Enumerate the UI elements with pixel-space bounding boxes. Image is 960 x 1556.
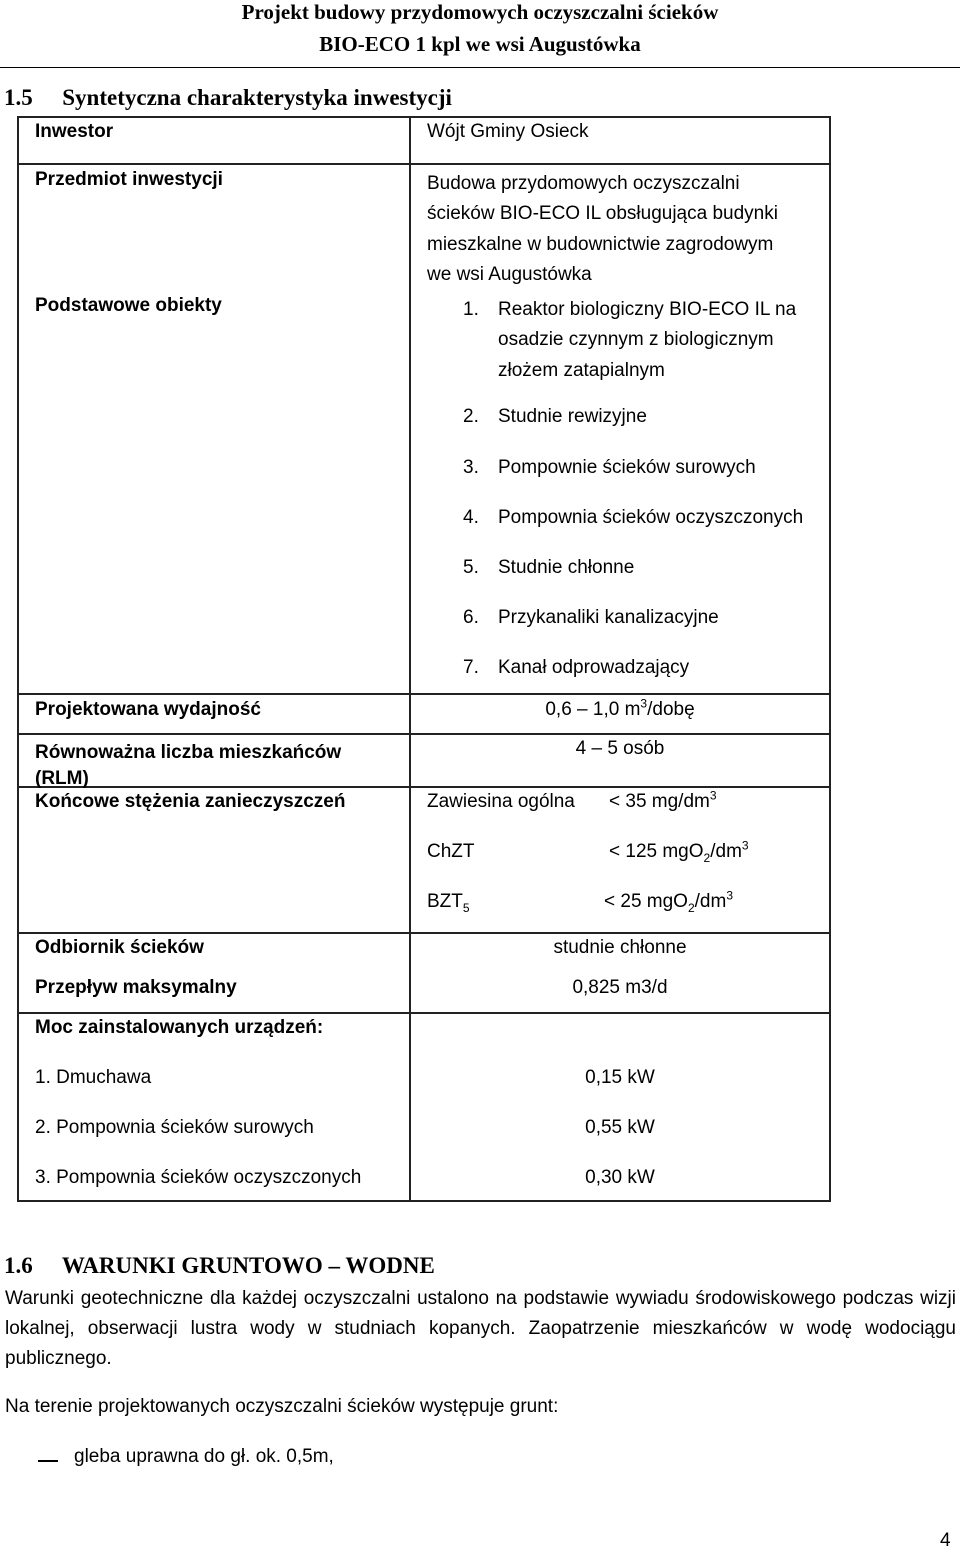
- objects-item-line: Przykanaliki kanalizacyjne: [498, 607, 719, 628]
- concentration-param: Zawiesina ogólna: [427, 791, 575, 812]
- header-line-2: BIO-ECO 1 kpl we wsi Augustówka: [319, 32, 641, 56]
- concentration-value-main: < 25 mgO: [604, 891, 688, 912]
- concentration-value-main: < 125 mgO: [609, 841, 704, 862]
- page-number: 4: [940, 1530, 951, 1551]
- objects-item-line: Pompownia ścieków oczyszczonych: [498, 507, 804, 528]
- capacity-value: [411, 696, 829, 721]
- objects-list-item: [463, 657, 689, 679]
- objects-item-number: 5.: [463, 557, 479, 578]
- concentration-value: [609, 788, 717, 813]
- power-item-name: 3. Pompownia ścieków oczyszczonych: [35, 1167, 362, 1188]
- receiver-label: Odbiornik ścieków: [35, 937, 204, 958]
- section-1-5-number: 1.5: [4, 85, 33, 110]
- row-divider: [17, 163, 831, 165]
- section-1-6-paragraph-1: Warunki geotechniczne dla każdej oczyszczalni ustalono na podstawie wywiadu środowiskowego podczas wizji lokalnej, obserwacji lustra wody w studniach kopanych. Zaopatrzenie mieszkańców w wodę wodociągu publicznego.: [5, 1288, 956, 1369]
- objects-list-item: [463, 557, 634, 579]
- objects-item-line: Studnie rewizyjne: [498, 406, 647, 427]
- objects-item-number: 4.: [463, 507, 479, 528]
- subject-value: [427, 169, 813, 290]
- capacity-value-sup: 3: [640, 696, 648, 711]
- concentration-param: [427, 891, 470, 913]
- objects-item-line: Kanał odprowadzający: [498, 657, 690, 678]
- row-divider: [17, 1012, 831, 1014]
- objects-list-item: [463, 507, 803, 529]
- characteristics-table: [17, 116, 831, 1202]
- concentration-param: ChZT: [427, 841, 475, 862]
- table-border-left: [17, 116, 19, 1202]
- max-flow-value: 0,825 m3/d: [572, 977, 668, 998]
- section-1-6-heading: [4, 1253, 435, 1279]
- investor-value: Wójt Gminy Osieck: [427, 121, 589, 142]
- rlm-label: [35, 738, 393, 794]
- rlm-label-line: (RLM): [35, 768, 89, 789]
- objects-label: Podstawowe obiekty: [35, 295, 222, 316]
- objects-item-number: 6.: [463, 607, 479, 628]
- section-1-5-title: Syntetyczna charakterystyka inwestycji: [62, 85, 452, 110]
- dash-bullet-icon: [38, 1460, 58, 1462]
- table-border-top: [17, 116, 831, 118]
- max-flow-label: Przepływ maksymalny: [35, 977, 237, 998]
- objects-item-number: 1.: [463, 299, 479, 320]
- capacity-value-main: 0,6 – 1,0 m: [545, 699, 641, 720]
- investor-label: Inwestor: [35, 121, 114, 142]
- concentration-value-sub: 2: [703, 850, 711, 865]
- objects-item-number: 7.: [463, 657, 479, 678]
- concentration-param-main: BZT: [427, 891, 463, 912]
- objects-list-item: [463, 457, 756, 479]
- concentration-value-sub: 2: [687, 900, 695, 915]
- objects-list-item: [463, 295, 813, 386]
- rlm-value: 4 – 5 osób: [575, 738, 665, 759]
- objects-item-line: Studnie chłonne: [498, 557, 635, 578]
- concentration-param-sub: 5: [462, 900, 470, 915]
- row-divider: [17, 733, 831, 735]
- subject-line: mieszkalne w budownictwie zagrodowym: [427, 233, 774, 255]
- objects-list: [463, 295, 813, 386]
- objects-item-line: złożem zatapialnym: [498, 359, 665, 381]
- concentration-value-unit: /dm: [694, 891, 727, 912]
- concentration-value-sup: 3: [709, 788, 717, 803]
- section-1-6-number: 1.6: [4, 1253, 33, 1278]
- concentrations-label: Końcowe stężenia zanieczyszczeń: [35, 791, 346, 812]
- objects-item-number: 2.: [463, 406, 479, 427]
- table-column-divider: [409, 116, 411, 1202]
- table-border-right: [829, 116, 831, 1202]
- concentration-value-main: < 35 mg/dm: [609, 791, 710, 812]
- objects-item-number: 3.: [463, 457, 479, 478]
- concentration-value-unit: /dm: [710, 841, 742, 862]
- table-border-bottom: [17, 1200, 831, 1202]
- power-item-name: 1. Dmuchawa: [35, 1067, 152, 1088]
- power-item-value: 0,15 kW: [585, 1067, 655, 1088]
- header-rule: [0, 67, 960, 68]
- power-label: Moc zainstalowanych urządzeń:: [35, 1017, 324, 1038]
- subject-line: Budowa przydomowych oczyszczalni: [427, 173, 740, 194]
- row-divider: [17, 693, 831, 695]
- section-1-6-paragraph-2: Na terenie projektowanych oczyszczalni ścieków występuje grunt:: [5, 1396, 559, 1417]
- concentration-value-sup: 3: [741, 838, 749, 853]
- objects-list-item: [463, 406, 647, 428]
- rlm-label-line: Równoważna liczba mieszkańców: [35, 742, 342, 763]
- subject-line: we wsi Augustówka: [427, 263, 592, 285]
- section-1-5-heading: [4, 85, 452, 111]
- objects-list-item: [463, 607, 719, 629]
- objects-item-line: Reaktor biologiczny BIO-ECO IL na: [498, 299, 797, 320]
- capacity-label: Projektowana wydajność: [35, 699, 261, 720]
- subject-line: ścieków BIO-ECO IL obsługująca budynki: [427, 203, 778, 225]
- header-line-1: Projekt budowy przydomowych oczyszczalni ścieków: [241, 0, 719, 24]
- section-1-6-title: WARUNKI GRUNTOWO – WODNE: [61, 1253, 435, 1278]
- power-item-value: 0,30 kW: [585, 1167, 655, 1188]
- concentration-value: [604, 888, 734, 915]
- subject-label: Przedmiot inwestycji: [35, 169, 223, 190]
- concentration-value-sup: 3: [726, 888, 734, 903]
- receiver-value: studnie chłonne: [553, 937, 687, 958]
- row-divider: [17, 932, 831, 934]
- capacity-value-unit: /dobę: [647, 699, 695, 720]
- bullet-item: gleba uprawna do gł. ok. 0,5m,: [74, 1446, 334, 1467]
- concentration-value: [609, 838, 749, 865]
- power-item-name: 2. Pompownia ścieków surowych: [35, 1117, 314, 1138]
- power-item-value: 0,55 kW: [585, 1117, 655, 1138]
- objects-item-line: osadzie czynnym z biologicznym: [498, 329, 774, 351]
- objects-item-line: Pompownie ścieków surowych: [498, 457, 756, 478]
